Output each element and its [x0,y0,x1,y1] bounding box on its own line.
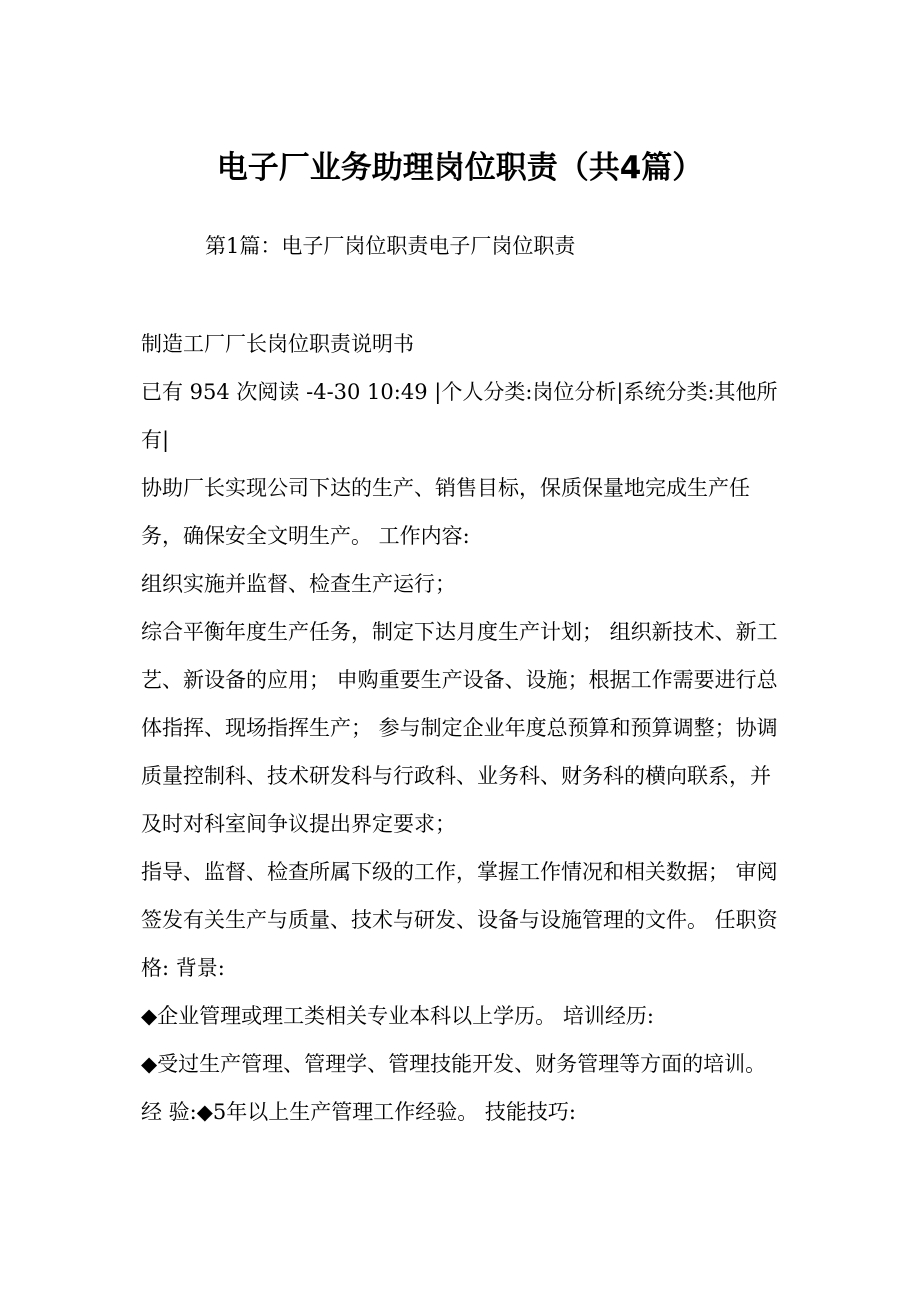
paragraph-meta: 已有 954 次阅读 -4-30 10:49 |个人分类:岗位分析|系统分类:其他所有| [141,380,778,452]
document-title: 电子厂业务助理岗位职责（共4篇） [216,150,704,186]
paragraph: ◆受过生产管理、管理学、管理技能开发、财务管理等方面的培训。 经 验:◆5年以上生产管理工作经验。 技能技巧: [141,1052,767,1124]
paragraph: 指导、监督、检查所属下级的工作，掌握工作情况和相关数据； 审阅签发有关生产与质量、技术与研发、设备与设施管理的文件。 任职资格: 背景: [141,860,778,980]
chapter-subtitle: 第1篇：电子厂岗位职责电子厂岗位职责 [205,234,576,258]
paragraph: 组织实施并监督、检查生产运行； [141,572,456,596]
paragraph-heading: 制造工厂厂长岗位职责说明书 [141,332,414,356]
paragraph: 协助厂长实现公司下达的生产、销售目标，保质保量地完成生产任务，确保安全文明生产。 工作内容: [141,476,750,548]
paragraph: 综合平衡年度生产任务，制定下达月度生产计划； 组织新技术、新工艺、新设备的应用； 申购重要生产设备、设施；根据工作需要进行总体指挥、现场指挥生产； 参与制定企业年度总预算和预算调整；协调质量控制科、技术研发科与行政科、业务科、财务科的横向联系，并及时对科室间争议提出界定要求； [141,620,778,836]
document-body [141,320,786,1136]
paragraph: ◆企业管理或理工类相关专业本科以上学历。 培训经历: [141,1004,654,1028]
